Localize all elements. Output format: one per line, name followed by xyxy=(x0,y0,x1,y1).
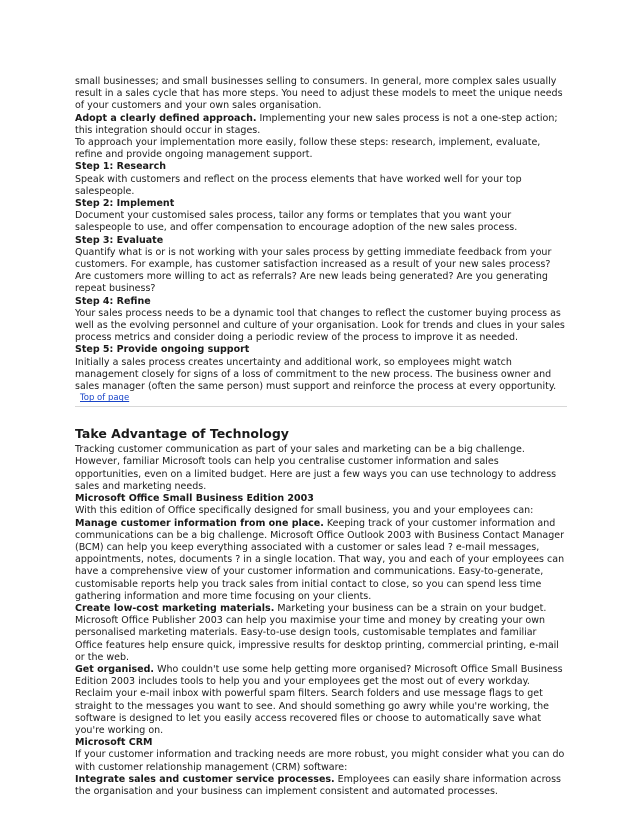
office-heading: Microsoft Office Small Business Edition 2003 xyxy=(75,493,314,505)
office-intro: With this edition of Office specifically designed for small business, you and your employees can: xyxy=(75,505,534,517)
section-divider xyxy=(75,406,567,407)
organised-bold: Get organised. xyxy=(75,663,155,675)
step-3-heading: Step 3: Evaluate xyxy=(75,234,164,246)
adopt-paragraph xyxy=(75,113,567,137)
step-5-text: Initially a sales process creates uncertainty and additional work, so employees might watch management closely for signs of a loss of commitment to the new process. The business owner and sales manager (often the same person) must support and reinforce the process at every opportunity. xyxy=(75,356,557,393)
technology-heading: Take Advantage of Technology xyxy=(75,426,289,442)
adopt-bold: Adopt a clearly defined approach. xyxy=(75,112,257,124)
manage-bold: Manage customer information from one place. xyxy=(75,517,324,529)
step-1-text: Speak with customers and reflect on the process elements that have worked well for your top salespeople. xyxy=(75,173,522,197)
step-1-heading: Step 1: Research xyxy=(75,161,166,173)
step-4-text: Your sales process needs to be a dynamic tool that changes to reflect the customer buying process as well as the evolving personnel and culture of your organisation. Look for trends and clues in your sales process metrics and consider doing a periodic review of the process to improve it as needed. xyxy=(75,307,565,344)
step-5-heading: Step 5: Provide ongoing support xyxy=(75,344,250,356)
crm-heading: Microsoft CRM xyxy=(75,737,153,749)
organised-paragraph xyxy=(75,664,567,737)
create-bold: Create low-cost marketing materials. xyxy=(75,602,275,614)
approach-paragraph: To approach your implementation more easily, follow these steps: research, implement, evaluate, refine and provide ongoing management support. xyxy=(75,137,541,161)
crm-intro: If your customer information and tracking needs are more robust, you might consider what you can do with customer relationship management (CRM) software: xyxy=(75,749,565,773)
create-paragraph xyxy=(75,603,567,664)
adopt-text: Implementing your new sales process is not a one-step action; this integration should occur in stages. xyxy=(75,112,558,136)
organised-text: Who couldn't use some help getting more organised? Microsoft Office Small Business Edition 2003 includes tools to help you and your employees get the most out of every workday. Reclaim your e-mail inbox with powerful spam filters. Search folders and use message flags to get straight to the messages you want to see. And should something go awry while you're working, the software is designed to let you easily access recovered files or choose to automatically save what you're working on. xyxy=(75,663,563,736)
step-2-heading: Step 2: Implement xyxy=(75,198,175,210)
integrate-paragraph xyxy=(75,774,567,798)
intro-paragraph: small businesses; and small businesses selling to consumers. In general, more complex sales usually result in a sales cycle that has more steps. You need to adjust these models to meet the unique needs of your customers and your own sales organisation. xyxy=(75,76,563,112)
manage-text: Keeping track of your customer information and communications can be a big challenge. Microsoft Office Outlook 2003 with Business Contact Manager (BCM) can help you keep everything associated with a customer or sales lead ? e-mail messages, appointments, notes, documents ? in a single location. That way, you and each of your employees can have a comprehensive view of your customer information and communications. Easy-to-generate, customisable reports help you track sales from initial contact to close, so you can spend less time gathering information and more time focusing on your clients. xyxy=(75,517,565,602)
technology-intro: Tracking customer communication as part of your sales and marketing can be a big challenge. However, familiar Microsoft tools can help you centralise customer information and sales opportunities, even on a limited budget. Here are just a few ways you can use technology to address sales and marketing needs. xyxy=(75,444,557,492)
step-2-text: Document your customised sales process, tailor any forms or templates that you want your salespeople to use, and offer compensation to encourage adoption of the new sales process. xyxy=(75,210,518,234)
create-text: Marketing your business can be a strain on your budget. Microsoft Office Publisher 2003 can help you maximise your time and money by creating your own personalised marketing materials. Easy-to-use design tools, customisable templates and familiar Office features help ensure quick, impressive results for desktop printing, commercial printing, e-mail or the web. xyxy=(75,602,559,663)
step-3-text: Quantify what is or is not working with your sales process by getting immediate feedback from your customers. For example, has customer satisfaction increased as a result of your new sales process? Are customers more willing to act as referrals? Are new leads being generated? Are you generating repeat business? xyxy=(75,246,552,295)
step-4-heading: Step 4: Refine xyxy=(75,295,151,307)
manage-paragraph xyxy=(75,518,567,603)
integrate-bold: Integrate sales and customer service processes. xyxy=(75,773,335,785)
top-of-page-link[interactable]: Top of page xyxy=(80,393,130,404)
document-page xyxy=(75,76,567,798)
integrate-text: Employees can easily share information across the organisation and your business can implement consistent and automated processes. xyxy=(75,773,561,797)
